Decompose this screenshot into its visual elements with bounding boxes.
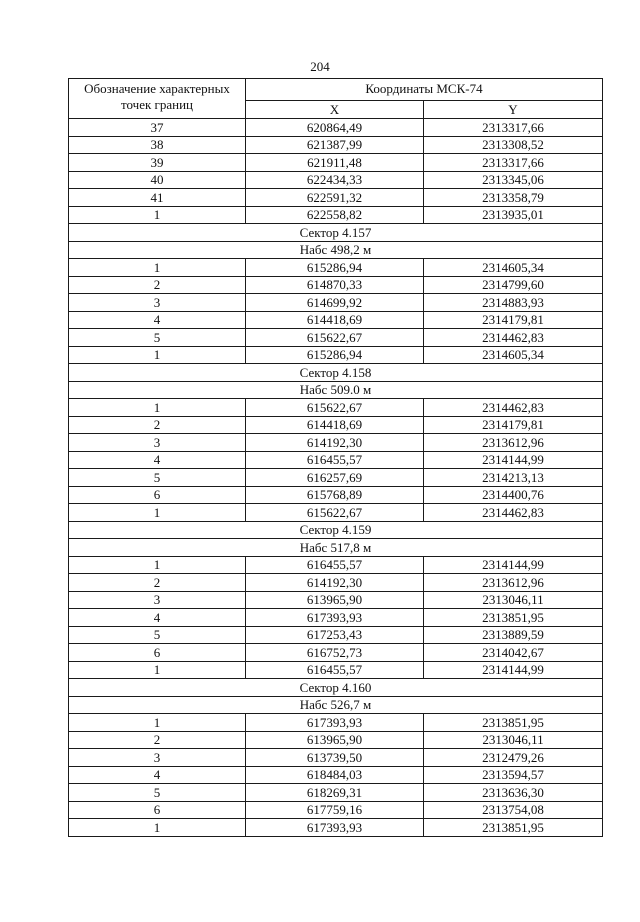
point-id-cell: 1 (69, 259, 246, 277)
y-coordinate-cell: 2314144,99 (424, 661, 603, 679)
table-row (69, 136, 603, 154)
y-coordinate-cell: 2314179,81 (424, 416, 603, 434)
x-coordinate-cell: 614192,30 (246, 574, 424, 592)
point-id-cell: 1 (69, 206, 246, 224)
x-coordinate-cell: 614192,30 (246, 434, 424, 452)
sector-title: Сектор 4.160 (69, 679, 603, 697)
y-coordinate-cell: 2313851,95 (424, 714, 603, 732)
table-row (69, 399, 603, 417)
point-column-header: Обозначение характерных точек границ (69, 79, 246, 119)
x-coordinate-cell: 613739,50 (246, 749, 424, 767)
point-id-cell: 5 (69, 469, 246, 487)
y-coordinate-cell: 2314799,60 (424, 276, 603, 294)
point-id-cell: 6 (69, 644, 246, 662)
point-id-cell: 5 (69, 626, 246, 644)
x-coordinate-cell: 616752,73 (246, 644, 424, 662)
point-id-cell: 3 (69, 749, 246, 767)
table-row (69, 609, 603, 627)
table-row (69, 556, 603, 574)
y-column-header: Y (424, 101, 603, 119)
y-coordinate-cell: 2313046,11 (424, 591, 603, 609)
y-coordinate-cell: 2313851,95 (424, 819, 603, 837)
y-coordinate-cell: 2313612,96 (424, 574, 603, 592)
x-coordinate-cell: 614418,69 (246, 416, 424, 434)
point-id-cell: 38 (69, 136, 246, 154)
x-coordinate-cell: 614418,69 (246, 311, 424, 329)
x-coordinate-cell: 616257,69 (246, 469, 424, 487)
sector-title: Сектор 4.158 (69, 364, 603, 382)
y-coordinate-cell: 2314400,76 (424, 486, 603, 504)
point-id-cell: 1 (69, 504, 246, 522)
table-row (69, 119, 603, 137)
x-coordinate-cell: 614699,92 (246, 294, 424, 312)
table-row (69, 346, 603, 364)
y-coordinate-cell: 2313612,96 (424, 434, 603, 452)
y-coordinate-cell: 2314144,99 (424, 556, 603, 574)
x-coordinate-cell: 615622,67 (246, 399, 424, 417)
sector-title: Сектор 4.157 (69, 224, 603, 242)
point-id-cell: 5 (69, 329, 246, 347)
x-coordinate-cell: 615768,89 (246, 486, 424, 504)
table-row (69, 486, 603, 504)
x-coordinate-cell: 617393,93 (246, 609, 424, 627)
sector-title-row (69, 679, 603, 697)
y-coordinate-cell: 2313935,01 (424, 206, 603, 224)
y-coordinate-cell: 2314605,34 (424, 346, 603, 364)
y-coordinate-cell: 2313754,08 (424, 801, 603, 819)
table-row (69, 311, 603, 329)
table-row (69, 329, 603, 347)
table-row (69, 766, 603, 784)
table-row (69, 749, 603, 767)
point-id-cell: 3 (69, 434, 246, 452)
point-id-cell: 39 (69, 154, 246, 172)
table-row (69, 644, 603, 662)
sector-elevation: Набс 509.0 м (69, 381, 603, 399)
point-id-cell: 2 (69, 574, 246, 592)
x-coordinate-cell: 614870,33 (246, 276, 424, 294)
x-coordinate-cell: 620864,49 (246, 119, 424, 137)
point-id-cell: 2 (69, 416, 246, 434)
y-coordinate-cell: 2313308,52 (424, 136, 603, 154)
y-coordinate-cell: 2313636,30 (424, 784, 603, 802)
table-row (69, 801, 603, 819)
table-row (69, 714, 603, 732)
y-coordinate-cell: 2314605,34 (424, 259, 603, 277)
sector-elevation-row (69, 381, 603, 399)
y-coordinate-cell: 2314042,67 (424, 644, 603, 662)
y-coordinate-cell: 2313889,59 (424, 626, 603, 644)
x-coordinate-cell: 621387,99 (246, 136, 424, 154)
table-row (69, 451, 603, 469)
table-header-row (69, 79, 603, 101)
coordinates-table-body (69, 79, 603, 837)
y-coordinate-cell: 2314179,81 (424, 311, 603, 329)
x-coordinate-cell: 616455,57 (246, 661, 424, 679)
point-id-cell: 1 (69, 556, 246, 574)
table-row (69, 626, 603, 644)
page-number: 204 (310, 59, 330, 74)
sector-elevation-row (69, 241, 603, 259)
sector-title-row (69, 521, 603, 539)
x-coordinate-cell: 616455,57 (246, 451, 424, 469)
x-coordinate-cell: 615622,67 (246, 329, 424, 347)
y-coordinate-cell: 2313851,95 (424, 609, 603, 627)
sector-elevation: Набс 526,7 м (69, 696, 603, 714)
point-id-cell: 3 (69, 591, 246, 609)
x-coordinate-cell: 615622,67 (246, 504, 424, 522)
x-coordinate-cell: 613965,90 (246, 591, 424, 609)
x-coordinate-cell: 622434,33 (246, 171, 424, 189)
sector-title-row (69, 224, 603, 242)
table-row (69, 591, 603, 609)
table-row (69, 171, 603, 189)
point-id-cell: 40 (69, 171, 246, 189)
table-row (69, 276, 603, 294)
table-row (69, 259, 603, 277)
point-id-cell: 4 (69, 311, 246, 329)
point-id-cell: 37 (69, 119, 246, 137)
point-id-cell: 5 (69, 784, 246, 802)
point-id-cell: 4 (69, 766, 246, 784)
x-coordinate-cell: 618269,31 (246, 784, 424, 802)
coordinates-column-header: Координаты МСК-74 (246, 79, 603, 101)
point-id-cell: 1 (69, 714, 246, 732)
point-id-cell: 41 (69, 189, 246, 207)
x-coordinate-cell: 617253,43 (246, 626, 424, 644)
y-coordinate-cell: 2314462,83 (424, 329, 603, 347)
point-id-cell: 4 (69, 609, 246, 627)
point-id-cell: 1 (69, 661, 246, 679)
table-row (69, 154, 603, 172)
sector-elevation: Набс 517,8 м (69, 539, 603, 557)
y-coordinate-cell: 2312479,26 (424, 749, 603, 767)
y-coordinate-cell: 2314144,99 (424, 451, 603, 469)
x-coordinate-cell: 615286,94 (246, 259, 424, 277)
point-id-cell: 2 (69, 276, 246, 294)
point-id-cell: 6 (69, 801, 246, 819)
point-id-cell: 1 (69, 399, 246, 417)
y-coordinate-cell: 2314883,93 (424, 294, 603, 312)
point-id-cell: 6 (69, 486, 246, 504)
table-row (69, 784, 603, 802)
y-coordinate-cell: 2313046,11 (424, 731, 603, 749)
x-coordinate-cell: 622591,32 (246, 189, 424, 207)
table-row (69, 294, 603, 312)
y-coordinate-cell: 2313317,66 (424, 154, 603, 172)
y-coordinate-cell: 2314462,83 (424, 399, 603, 417)
table-row (69, 574, 603, 592)
table-row (69, 504, 603, 522)
table-row (69, 189, 603, 207)
x-coordinate-cell: 617759,16 (246, 801, 424, 819)
x-coordinate-cell: 617393,93 (246, 819, 424, 837)
sector-elevation: Набс 498,2 м (69, 241, 603, 259)
x-coordinate-cell: 613965,90 (246, 731, 424, 749)
y-coordinate-cell: 2313594,57 (424, 766, 603, 784)
point-id-cell: 4 (69, 451, 246, 469)
x-coordinate-cell: 621911,48 (246, 154, 424, 172)
x-coordinate-cell: 616455,57 (246, 556, 424, 574)
table-row (69, 206, 603, 224)
sector-elevation-row (69, 539, 603, 557)
table-row (69, 819, 603, 837)
sector-elevation-row (69, 696, 603, 714)
point-id-cell: 3 (69, 294, 246, 312)
table-row (69, 469, 603, 487)
point-id-cell: 2 (69, 731, 246, 749)
table-row (69, 416, 603, 434)
table-row (69, 661, 603, 679)
x-coordinate-cell: 615286,94 (246, 346, 424, 364)
sector-title: Сектор 4.159 (69, 521, 603, 539)
x-coordinate-cell: 618484,03 (246, 766, 424, 784)
y-coordinate-cell: 2313345,06 (424, 171, 603, 189)
x-column-header: X (246, 101, 424, 119)
y-coordinate-cell: 2313358,79 (424, 189, 603, 207)
table-row (69, 731, 603, 749)
table-row (69, 434, 603, 452)
sector-title-row (69, 364, 603, 382)
point-id-cell: 1 (69, 346, 246, 364)
y-coordinate-cell: 2314213,13 (424, 469, 603, 487)
y-coordinate-cell: 2313317,66 (424, 119, 603, 137)
coordinates-table (68, 78, 603, 837)
y-coordinate-cell: 2314462,83 (424, 504, 603, 522)
x-coordinate-cell: 617393,93 (246, 714, 424, 732)
point-id-cell: 1 (69, 819, 246, 837)
x-coordinate-cell: 622558,82 (246, 206, 424, 224)
